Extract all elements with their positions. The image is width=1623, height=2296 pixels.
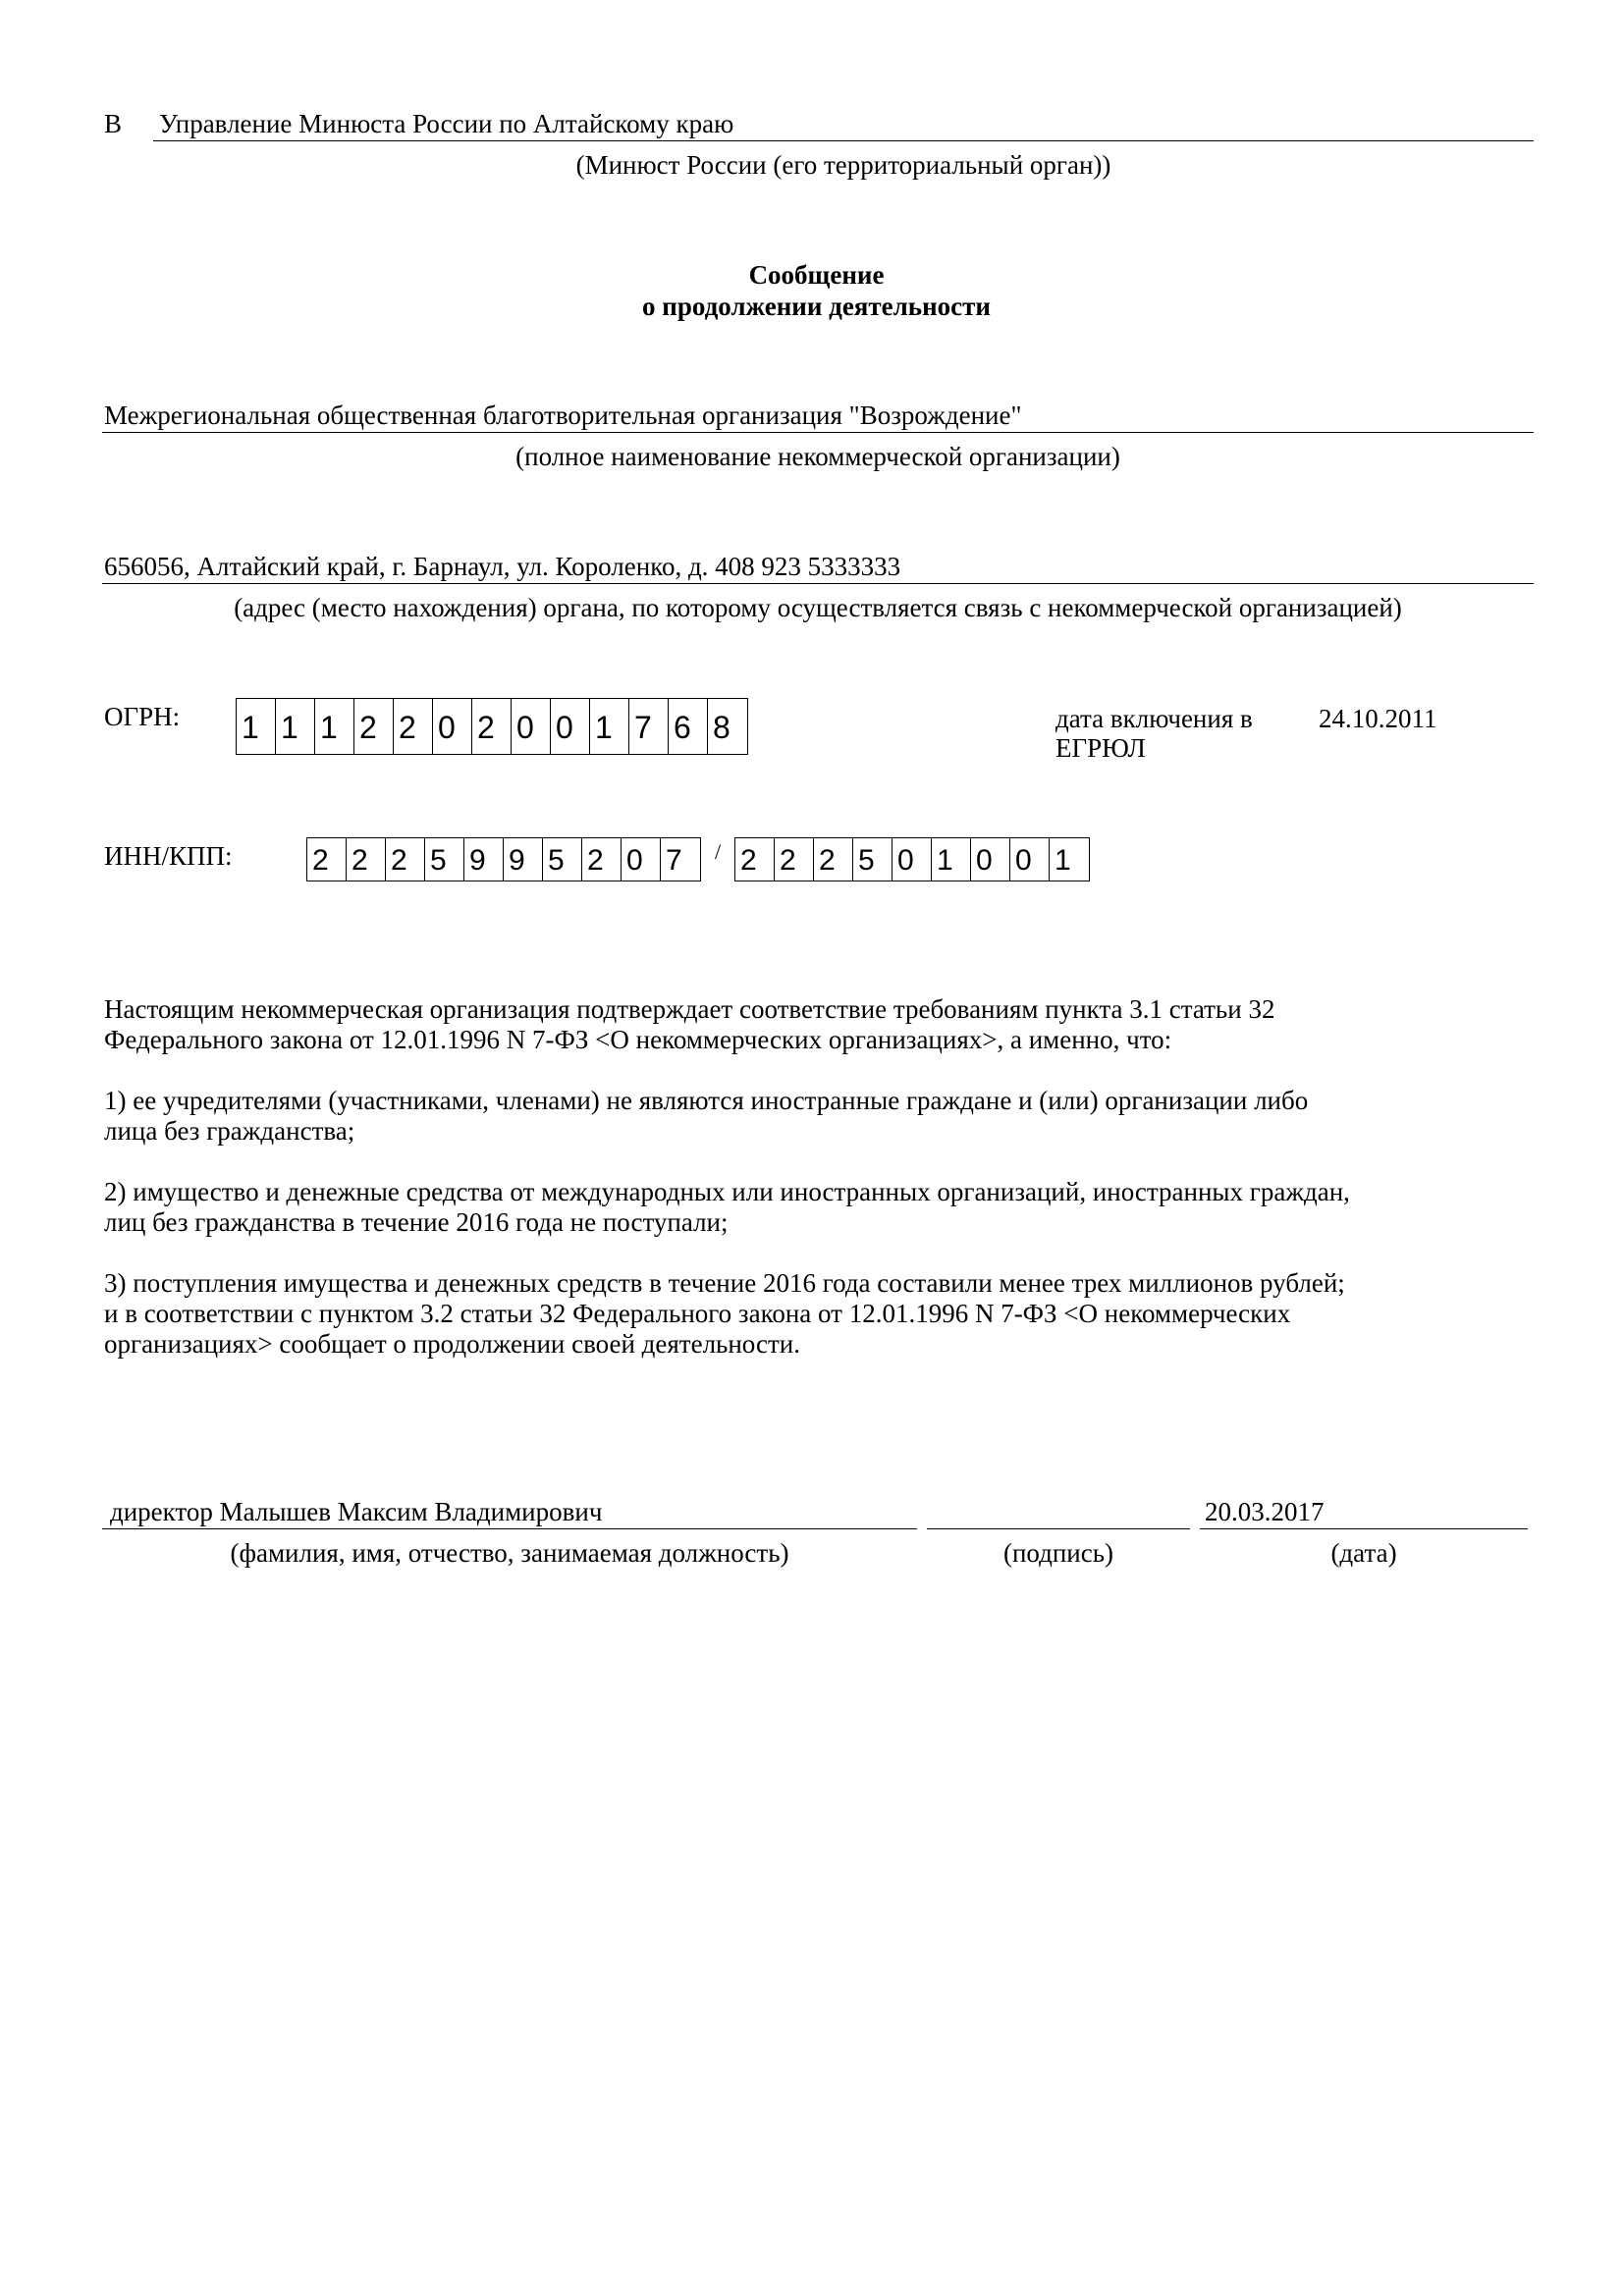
signature-caption: (подпись) — [1002, 1538, 1114, 1568]
inn-kpp-separator: / — [715, 839, 722, 864]
item-3-paragraph — [104, 1268, 1538, 1360]
signature-underline — [927, 1528, 1190, 1529]
item-1-paragraph — [104, 1086, 1538, 1147]
item-3-line-1: 3) поступления имущества и денежных средств в течение 2016 года составили менее трех миллионов рублей; — [104, 1268, 1345, 1298]
item-2-line-2: лиц без гражданства в течение 2016 года не поступали; — [104, 1207, 729, 1237]
kpp-digit: 1 — [1055, 844, 1071, 877]
ogrn-digit: 6 — [669, 699, 708, 754]
recipient-underline — [153, 140, 1534, 141]
item-1-line-1: 1) ее учредителями (участниками, членами) не являются иностранные граждане и (или) организации либо — [104, 1086, 1309, 1115]
signer-name: директор Малышев Максим Владимирович — [110, 1497, 603, 1526]
kpp-digit: 0 — [893, 838, 932, 881]
item-1-line-2: лица без гражданства; — [104, 1116, 355, 1146]
kpp-digit: 5 — [853, 838, 893, 881]
inn-kpp-label: ИНН/КПП: — [104, 841, 233, 871]
egrul-label-line-1: дата включения в — [1055, 704, 1253, 733]
intro-paragraph — [104, 994, 1538, 1055]
inn-digit: 2 — [347, 838, 386, 881]
kpp-digit: 1 — [932, 838, 971, 881]
address-caption: (адрес (место нахождения) органа, по которому осуществляется связь с некоммерческой организацией) — [234, 593, 1402, 622]
organization-caption: (полное наименование некоммерческой организации) — [515, 442, 1120, 471]
inn-digit: 5 — [425, 838, 464, 881]
title-line-1: Сообщение — [748, 260, 885, 290]
kpp-digit: 0 — [971, 838, 1010, 881]
signer-name-underline — [102, 1528, 917, 1529]
kpp-digit: 2 — [814, 838, 853, 881]
inn-digit: 2 — [582, 838, 622, 881]
item-2-line-1: 2) имущество и денежные средства от международных или иностранных организаций, иностранных граждан, — [104, 1177, 1350, 1206]
intro-line-2: Федерального закона от 12.01.1996 N 7-ФЗ <О некоммерческих организациях>, а именно, что: — [104, 1025, 1172, 1054]
item-3-line-3: организациях> сообщает о продолжении своей деятельности. — [104, 1329, 800, 1359]
signature-date-underline — [1200, 1528, 1528, 1529]
recipient-caption: (Минюст России (его территориальный орган)) — [575, 150, 1111, 180]
kpp-digit: 2 — [775, 838, 814, 881]
ogrn-digit: 2 — [472, 699, 512, 754]
title-line-2: о продолжении деятельности — [642, 292, 991, 321]
inn-boxes — [306, 837, 701, 881]
recipient-value: Управление Минюста России по Алтайскому краю — [159, 109, 734, 138]
inn-digit: 7 — [666, 844, 682, 877]
item-3-line-2: и в соответствии с пунктом 3.2 статьи 32 Федерального закона от 12.01.1996 N 7-ФЗ <О некоммерческих — [104, 1299, 1291, 1328]
egrul-label-line-2: ЕГРЮЛ — [1055, 733, 1146, 763]
inn-digit: 9 — [464, 838, 504, 881]
ogrn-digit: 2 — [394, 699, 433, 754]
ogrn-digit: 7 — [629, 699, 669, 754]
ogrn-digit: 0 — [551, 699, 590, 754]
signature-date-caption: (дата) — [1330, 1538, 1397, 1568]
ogrn-digit: 1 — [276, 699, 315, 754]
ogrn-digit: 1 — [315, 699, 354, 754]
inn-digit: 2 — [307, 838, 347, 881]
ogrn-digit: 8 — [713, 710, 730, 745]
inn-digit: 0 — [622, 838, 661, 881]
ogrn-digit: 0 — [433, 699, 472, 754]
document-title — [0, 259, 1623, 322]
ogrn-digit: 0 — [512, 699, 551, 754]
kpp-digit: 0 — [1010, 838, 1050, 881]
address-underline — [102, 583, 1534, 584]
ogrn-digit: 1 — [590, 699, 629, 754]
signature-date: 20.03.2017 — [1205, 1497, 1325, 1526]
ogrn-label: ОГРН: — [104, 702, 181, 731]
ogrn-digit: 1 — [237, 699, 276, 754]
egrul-date: 24.10.2011 — [1319, 704, 1437, 733]
signer-name-caption: (фамилия, имя, отчество, занимаемая должность) — [230, 1538, 789, 1568]
ogrn-boxes — [236, 698, 748, 755]
organization-value: Межрегиональная общественная благотворительная организация "Возрождение" — [104, 400, 1022, 430]
kpp-digit: 2 — [735, 838, 775, 881]
kpp-boxes — [734, 837, 1090, 881]
inn-digit: 9 — [504, 838, 543, 881]
inn-digit: 2 — [386, 838, 425, 881]
ogrn-digit: 2 — [354, 699, 394, 754]
intro-line-1: Настоящим некоммерческая организация подтверждает соответствие требованиям пункта 3.1 статьи 32 — [104, 994, 1275, 1024]
item-2-paragraph — [104, 1177, 1538, 1238]
address-value: 656056, Алтайский край, г. Барнаул, ул. Короленко, д. 408 923 5333333 — [104, 552, 901, 581]
inn-digit: 5 — [543, 838, 582, 881]
organization-underline — [102, 432, 1534, 433]
recipient-prefix: В — [104, 109, 123, 138]
